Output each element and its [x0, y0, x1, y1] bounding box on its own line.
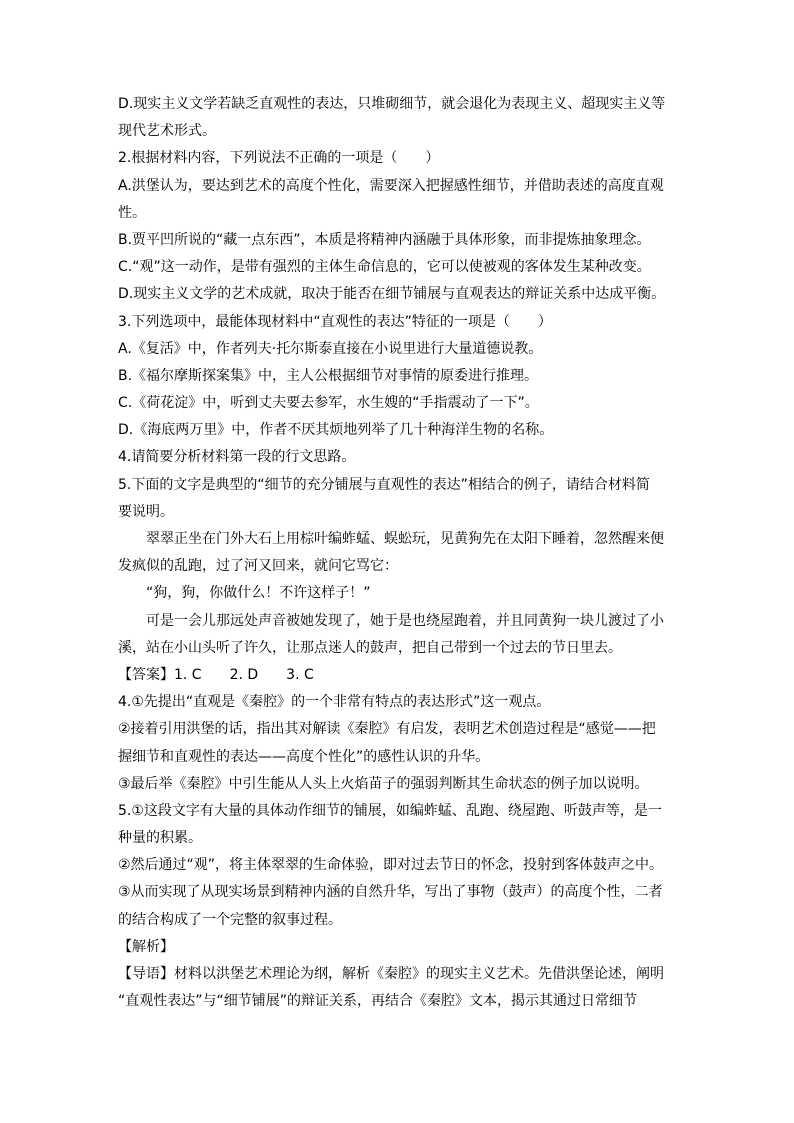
document-page	[118, 91, 678, 1015]
q2-option-a-line-1: A.洪堡认为，要达到艺术的高度个性化，需要深入把握感性细节，并借助表述的高度直观	[118, 177, 664, 194]
answer-5-point-1-line-1: 5.①这段文字有大量的具体动作细节的铺展，如编蚱蜢、乱跑、绕屋跑、听鼓声等，是一	[118, 802, 662, 819]
answer-5-point-3-line-1: ③从而实现了从现实场景到精神内涵的自然升华，写出了事物（鼓声）的高度个性，二者	[118, 884, 663, 901]
q3-option-d: D.《海底两万里》中，作者不厌其烦地列举了几十种海洋生物的名称。	[118, 422, 554, 439]
answer-5-point-2: ②然后通过“观”，将主体翠翠的生命体验，即对过去节日的怀念，投射到客体鼓声之中。	[118, 857, 664, 874]
answer-4-point-3: ③最后举《秦腔》中引生能从人头上火焰苗子的强弱判断其生命状态的例子加以说明。	[118, 775, 649, 792]
excerpt-paragraph-1-line-1: 翠翠正坐在门外大石上用棕叶编蚱蜢、蜈蚣玩，见黄狗先在太阳下睡着，忽然醒来便	[146, 531, 664, 547]
excerpt-paragraph-2-line-2: 溪，站在小山头听了许久，让那点迷人的鼓声，把自己带到一个过去的节日里去。	[118, 639, 622, 656]
question-5-line-1: 5.下面的文字是典型的“细节的充分铺展与直观性的表达”相结合的例子，请结合材料简	[118, 476, 650, 493]
excerpt-paragraph-1-line-2: 发疯似的乱跑，过了河又回来，就问它骂它：	[118, 558, 398, 575]
question-2: 2.根据材料内容，下列说法不正确的一项是（ ）	[118, 150, 440, 167]
q2-option-a-line-2: 性。	[118, 204, 146, 221]
question-5-line-2: 要说明。	[118, 503, 174, 520]
analysis-intro-line-2: “直观性表达”与“细节铺展”的辩证关系，再结合《秦腔》文本，揭示其通过日常细节	[118, 993, 638, 1010]
answer-4-point-2-line-1: ②接着引用洪堡的话，指出其对解读《秦腔》有启发，表明艺术创造过程是“感觉——把	[118, 721, 656, 738]
excerpt-paragraph-2-line-1: 可是一会儿那远处声音被她发现了，她于是也绕屋跑着，并且同黄狗一块儿渡过了小	[146, 612, 664, 629]
q3-option-b: B.《福尔摩斯探案集》中，主人公根据细节对事情的原委进行推理。	[118, 367, 539, 384]
excerpt-dialogue: “狗，狗，你做什么！不许这样子！”	[146, 585, 371, 602]
q3-option-c: C.《荷花淀》中，听到丈夫要去参军，水生嫂的“手指震动了一下”。	[118, 395, 539, 412]
q2-option-c: C.“观”这一动作，是带有强烈的主体生命信息的，它可以使被观的客体发生某种改变。	[118, 259, 651, 276]
answer-5-point-1-line-2: 种量的积累。	[118, 830, 202, 847]
q3-option-a: A.《复活》中，作者列夫·托尔斯泰直接在小说里进行大量道德说教。	[118, 340, 543, 357]
answer-4-point-2-line-2: 握细节和直观性的表达——高度个性化”的感性认识的升华。	[118, 748, 490, 765]
question-4: 4.请简要分析材料第一段的行文思路。	[118, 449, 356, 466]
q2-option-b: B.贾平凹所说的“藏一点东西”，本质是将精神内涵融于具体形象，而非提炼抽象理念。	[118, 231, 651, 248]
q2-option-d: D.现实主义文学的艺术成就，取决于能否在细节铺展与直观表达的辩证关系中达成平衡。	[118, 286, 666, 303]
answer-4-point-1: 4.①先提出“直观是《秦腔》的一个非常有特点的表达形式”这一观点。	[118, 694, 551, 711]
analysis-heading: 【解析】	[118, 938, 174, 955]
option-d-line-2: 现代艺术形式。	[118, 123, 216, 140]
question-3: 3.下列选项中，最能体现材料中“直观性的表达”特征的一项是（ ）	[118, 313, 552, 330]
option-d-line-1: D.现实主义文学若缺乏直观性的表达，只堆砌细节，就会退化为表现主义、超现实主义等	[118, 96, 666, 112]
answer-heading: 【答案】1. C 2. D 3. C	[118, 666, 314, 683]
analysis-intro-line-1: 【导语】材料以洪堡艺术理论为纲，解析《秦腔》的现实主义艺术。先借洪堡论述，阐明	[118, 966, 664, 982]
answer-5-point-3-line-2: 的结合构成了一个完整的叙事过程。	[118, 911, 342, 928]
